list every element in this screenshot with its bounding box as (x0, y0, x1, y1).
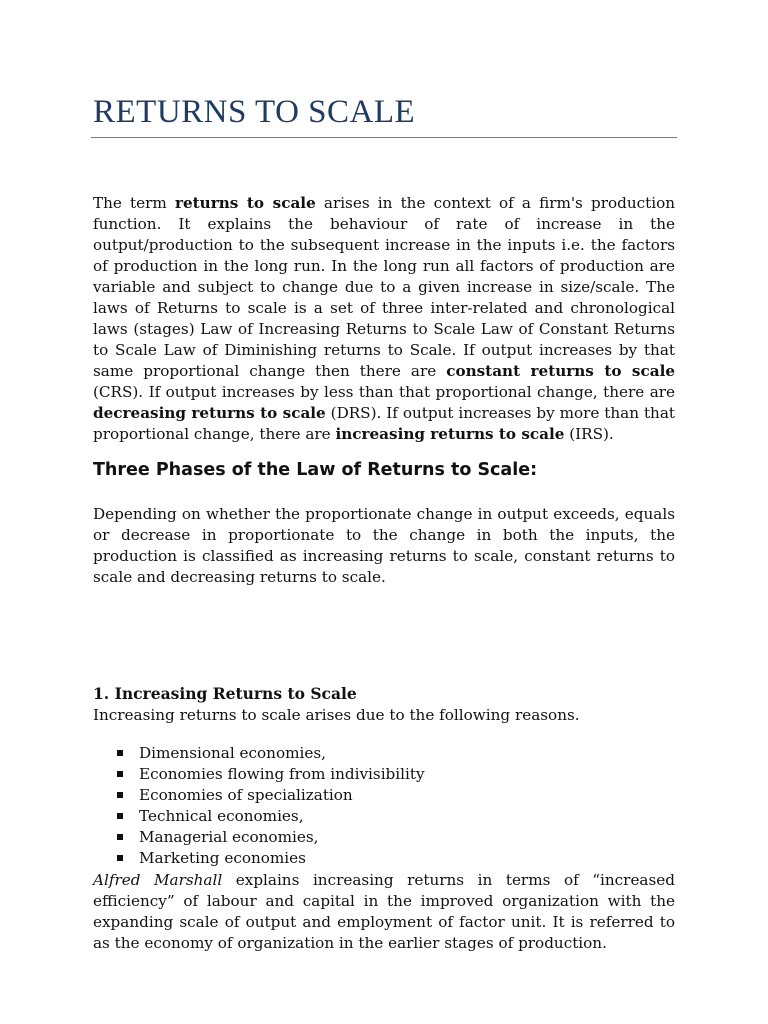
section1-lead: Increasing returns to scale arises due to the following reasons. (93, 706, 580, 724)
marshall-text: explains increasing returns in terms of “increased efficiency” of labour and capital in the improved organization with the expanding scale of output and employment of factor unit. It is referred to as the economy of organization in the earlier stages of production. (93, 871, 675, 952)
page-title: RETURNS TO SCALE (93, 94, 416, 130)
title-divider (91, 137, 677, 138)
intro-text-4: (DRS). If output increases by more than that proportional change, there are (93, 404, 675, 443)
term-returns-to-scale: returns to scale (174, 194, 316, 212)
intro-text-1: The term (93, 194, 175, 212)
list-item: Dimensional economies, (115, 743, 425, 764)
reasons-list (115, 743, 425, 869)
term-constant-returns: constant returns to scale (446, 362, 675, 380)
intro-text-5: (IRS). (564, 425, 614, 443)
list-item: Technical economies, (115, 806, 425, 827)
marshall-paragraph (93, 870, 675, 954)
term-increasing-returns: increasing returns to scale (335, 425, 565, 443)
section1-heading: 1. Increasing Returns to Scale (93, 684, 357, 703)
phases-paragraph: Depending on whether the proportionate change in output exceeds, equals or decrease in proportionate to the change in both the inputs, the production is classified as increasing returns to scale, constant returns to scale and decreasing returns to scale. (93, 505, 675, 586)
intro-paragraph (93, 193, 675, 445)
list-item: Economies flowing from indivisibility (115, 764, 425, 785)
author-name: Alfred Marshall (93, 871, 223, 889)
intro-text-2: arises in the context of a firm's production function. It explains the behaviour of rate of increase in the output/production to the subsequent increase in the inputs i.e. the factors of production in the long run. In the long run all factors of production are variable and subject to change due to a given increase in size/scale. The laws of Returns to scale is a set of three inter-related and chronological laws (stages) Law of Increasing Returns to Scale Law of Constant Returns to Scale Law of Diminishing returns to Scale. If output increases by that same proportional change then there are (93, 194, 676, 380)
intro-text-3: (CRS). If output increases by less than that proportional change, there are (93, 383, 675, 401)
list-item: Marketing economies (115, 848, 425, 869)
phases-heading: Three Phases of the Law of Returns to Scale: (93, 460, 538, 480)
list-item: Managerial economies, (115, 827, 425, 848)
term-decreasing-returns: decreasing returns to scale (93, 404, 326, 422)
list-item: Economies of specialization (115, 785, 425, 806)
